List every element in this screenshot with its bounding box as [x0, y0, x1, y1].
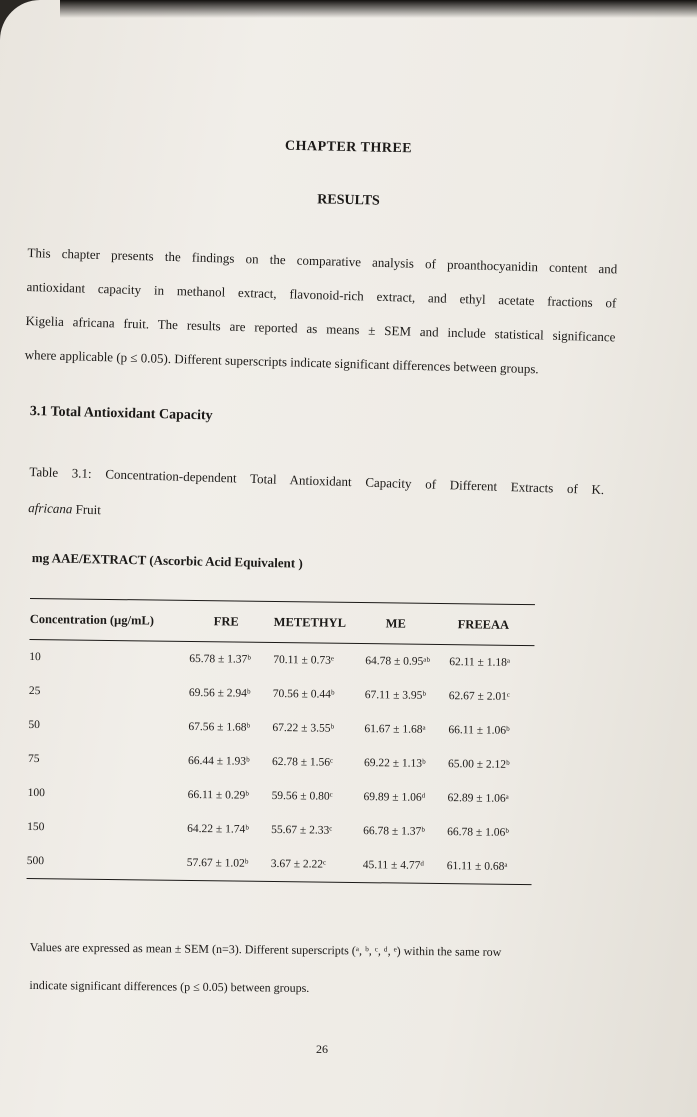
- cell-metethyl: 67.22 ± 3.55ᵇ: [272, 721, 335, 735]
- cell-concentration: 150: [27, 820, 45, 834]
- footnote-line: Values are expressed as mean ± SEM (n=3). Different superscripts (ᵃ, ᵇ, ᶜ, ᵈ, ᵉ) within the same row: [29, 939, 502, 959]
- cell-fre: 57.67 ± 1.02ᵇ: [186, 856, 249, 870]
- cell-freeaa: 61.11 ± 0.68ᵃ: [446, 860, 508, 873]
- caption-line: Table 3.1: Concentration-dependent Total Antioxidant Capacity of Different Extracts of K.: [29, 463, 605, 498]
- header-concentration: Concentration (µg/mL): [29, 611, 155, 628]
- cell-concentration: 25: [28, 684, 41, 698]
- cell-me: 61.67 ± 1.68ᵃ: [364, 723, 426, 736]
- intro-line: where applicable (p ≤ 0.05). Different superscripts indicate significant differences between groups.: [24, 346, 539, 377]
- cell-me: 69.89 ± 1.06ᵈ: [363, 791, 426, 804]
- cell-fre: 66.11 ± 0.29ᵇ: [187, 788, 249, 802]
- cell-fre: 66.44 ± 1.93ᵇ: [187, 754, 250, 768]
- cell-concentration: 100: [27, 786, 45, 800]
- header-me: ME: [385, 615, 406, 631]
- cell-me: 45.11 ± 4.77ᵈ: [362, 859, 425, 872]
- results-table: [27, 598, 535, 885]
- cell-metethyl: 3.67 ± 2.22ᶜ: [270, 857, 327, 871]
- cell-freeaa: 62.89 ± 1.06ᵃ: [447, 792, 509, 805]
- cell-fre: 69.56 ± 2.94ᵇ: [188, 686, 251, 700]
- cell-metethyl: 59.56 ± 0.80ᶜ: [271, 789, 333, 803]
- header-freeaa: FREEAA: [457, 616, 510, 632]
- table-footnote: [29, 928, 625, 1010]
- cell-me: 64.78 ± 0.95ᵃᵇ: [365, 655, 431, 668]
- page-top-shadow: [60, 0, 697, 18]
- table-header-row: [29, 599, 534, 645]
- header-fre: FRE: [213, 613, 239, 629]
- section-heading: 3.1 Total Antioxidant Capacity: [29, 404, 213, 424]
- table-caption: [28, 454, 605, 544]
- footnote-line: indicate significant differences (p ≤ 0.05) between groups.: [29, 977, 310, 995]
- cell-fre: 67.56 ± 1.68ᵇ: [188, 720, 251, 734]
- cell-freeaa: 62.11 ± 1.18ᵃ: [449, 656, 511, 669]
- cell-freeaa: 62.67 ± 2.01ᶜ: [448, 690, 510, 703]
- cell-metethyl: 70.56 ± 0.44ᵇ: [272, 687, 335, 701]
- intro-paragraph: [24, 236, 618, 388]
- cell-me: 69.22 ± 1.13ᵇ: [363, 757, 426, 770]
- intro-line: This chapter presents the findings on the comparative analysis of proanthocyanidin content and: [27, 244, 618, 277]
- cell-concentration: 10: [29, 650, 41, 664]
- chapter-title: CHAPTER THREE: [284, 138, 413, 157]
- intro-line: Kigelia africana fruit. The results are reported as means ± SEM and include statistical significance: [25, 312, 616, 345]
- intro-line: antioxidant capacity in methanol extract, flavonoid-rich extract, and ethyl acetate fractions of: [26, 278, 617, 311]
- caption-suffix: Fruit: [72, 501, 102, 518]
- cell-fre: 64.22 ± 1.74ᵇ: [187, 822, 249, 836]
- results-title: RESULTS: [317, 192, 380, 209]
- cell-concentration: 50: [28, 718, 41, 732]
- header-metethyl: METETHYL: [273, 614, 347, 630]
- species-name: africana: [28, 499, 73, 517]
- cell-freeaa: 66.78 ± 1.06ᵇ: [447, 826, 509, 839]
- cell-concentration: 500: [26, 854, 45, 868]
- cell-freeaa: 65.00 ± 2.12ᵇ: [447, 758, 510, 771]
- page-number: 26: [316, 1042, 328, 1056]
- cell-freeaa: 66.11 ± 1.06ᵇ: [448, 724, 510, 737]
- cell-fre: 65.78 ± 1.37ᵇ: [189, 652, 251, 666]
- cell-metethyl: 62.78 ± 1.56ᶜ: [271, 755, 334, 769]
- cell-me: 66.78 ± 1.37ᵇ: [363, 825, 425, 838]
- cell-metethyl: 70.11 ± 0.73ᵉ: [273, 653, 334, 667]
- cell-concentration: 75: [27, 752, 40, 766]
- cell-me: 67.11 ± 3.95ᵇ: [364, 689, 427, 702]
- units-label: mg AAE/EXTRACT (Ascorbic Acid Equivalent ): [31, 550, 303, 571]
- cell-metethyl: 55.67 ± 2.33ᶜ: [271, 823, 333, 837]
